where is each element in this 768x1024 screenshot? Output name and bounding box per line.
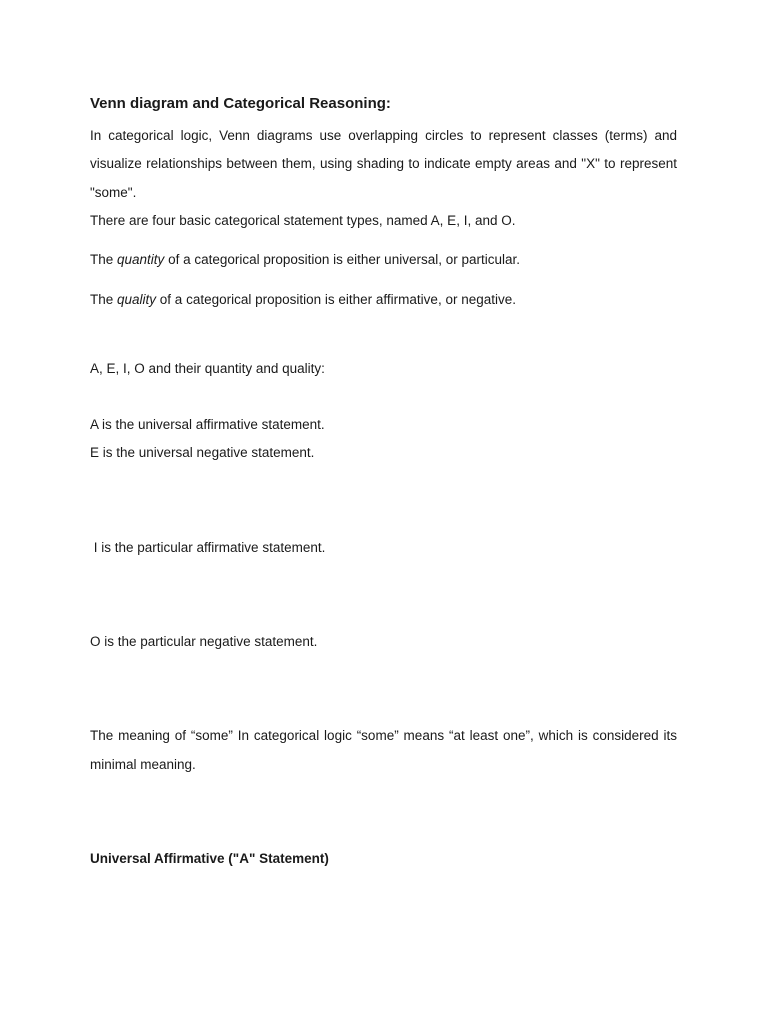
quality-prefix: The — [90, 292, 118, 307]
some-meaning-line-1: The meaning of “some” In categorical logic “some” means “at least one”, which is considered its — [90, 728, 677, 743]
intro-line-3: "some". — [90, 185, 137, 200]
statement-e: E is the universal negative statement. — [90, 445, 315, 460]
statement-i: I is the particular affirmative statement. — [90, 540, 326, 555]
aeio-heading: A, E, I, O and their quantity and quality: — [90, 361, 325, 376]
quality-sentence — [90, 291, 516, 309]
statement-o: O is the particular negative statement. — [90, 634, 318, 649]
four-types-sentence: There are four basic categorical statement types, named A, E, I, and O. — [90, 213, 516, 228]
statement-a: A is the universal affirmative statement. — [90, 417, 325, 432]
intro-line-1: In categorical logic, Venn diagrams use overlapping circles to represent classes (terms) and — [90, 128, 677, 143]
quality-term: quality — [117, 292, 157, 307]
quantity-suffix: of a categorical proposition is either universal, or particular. — [164, 252, 520, 267]
quantity-term: quantity — [117, 252, 165, 267]
quantity-prefix: The — [90, 252, 118, 267]
document-title: Venn diagram and Categorical Reasoning: — [90, 95, 391, 112]
quality-suffix: of a categorical proposition is either affirmative, or negative. — [156, 292, 516, 307]
some-meaning-line-2: minimal meaning. — [90, 757, 196, 772]
universal-affirmative-heading: Universal Affirmative ("A" Statement) — [90, 851, 329, 866]
intro-line-2: visualize relationships between them, using shading to indicate empty areas and "X" to represent — [90, 156, 677, 171]
quantity-sentence — [90, 251, 520, 269]
